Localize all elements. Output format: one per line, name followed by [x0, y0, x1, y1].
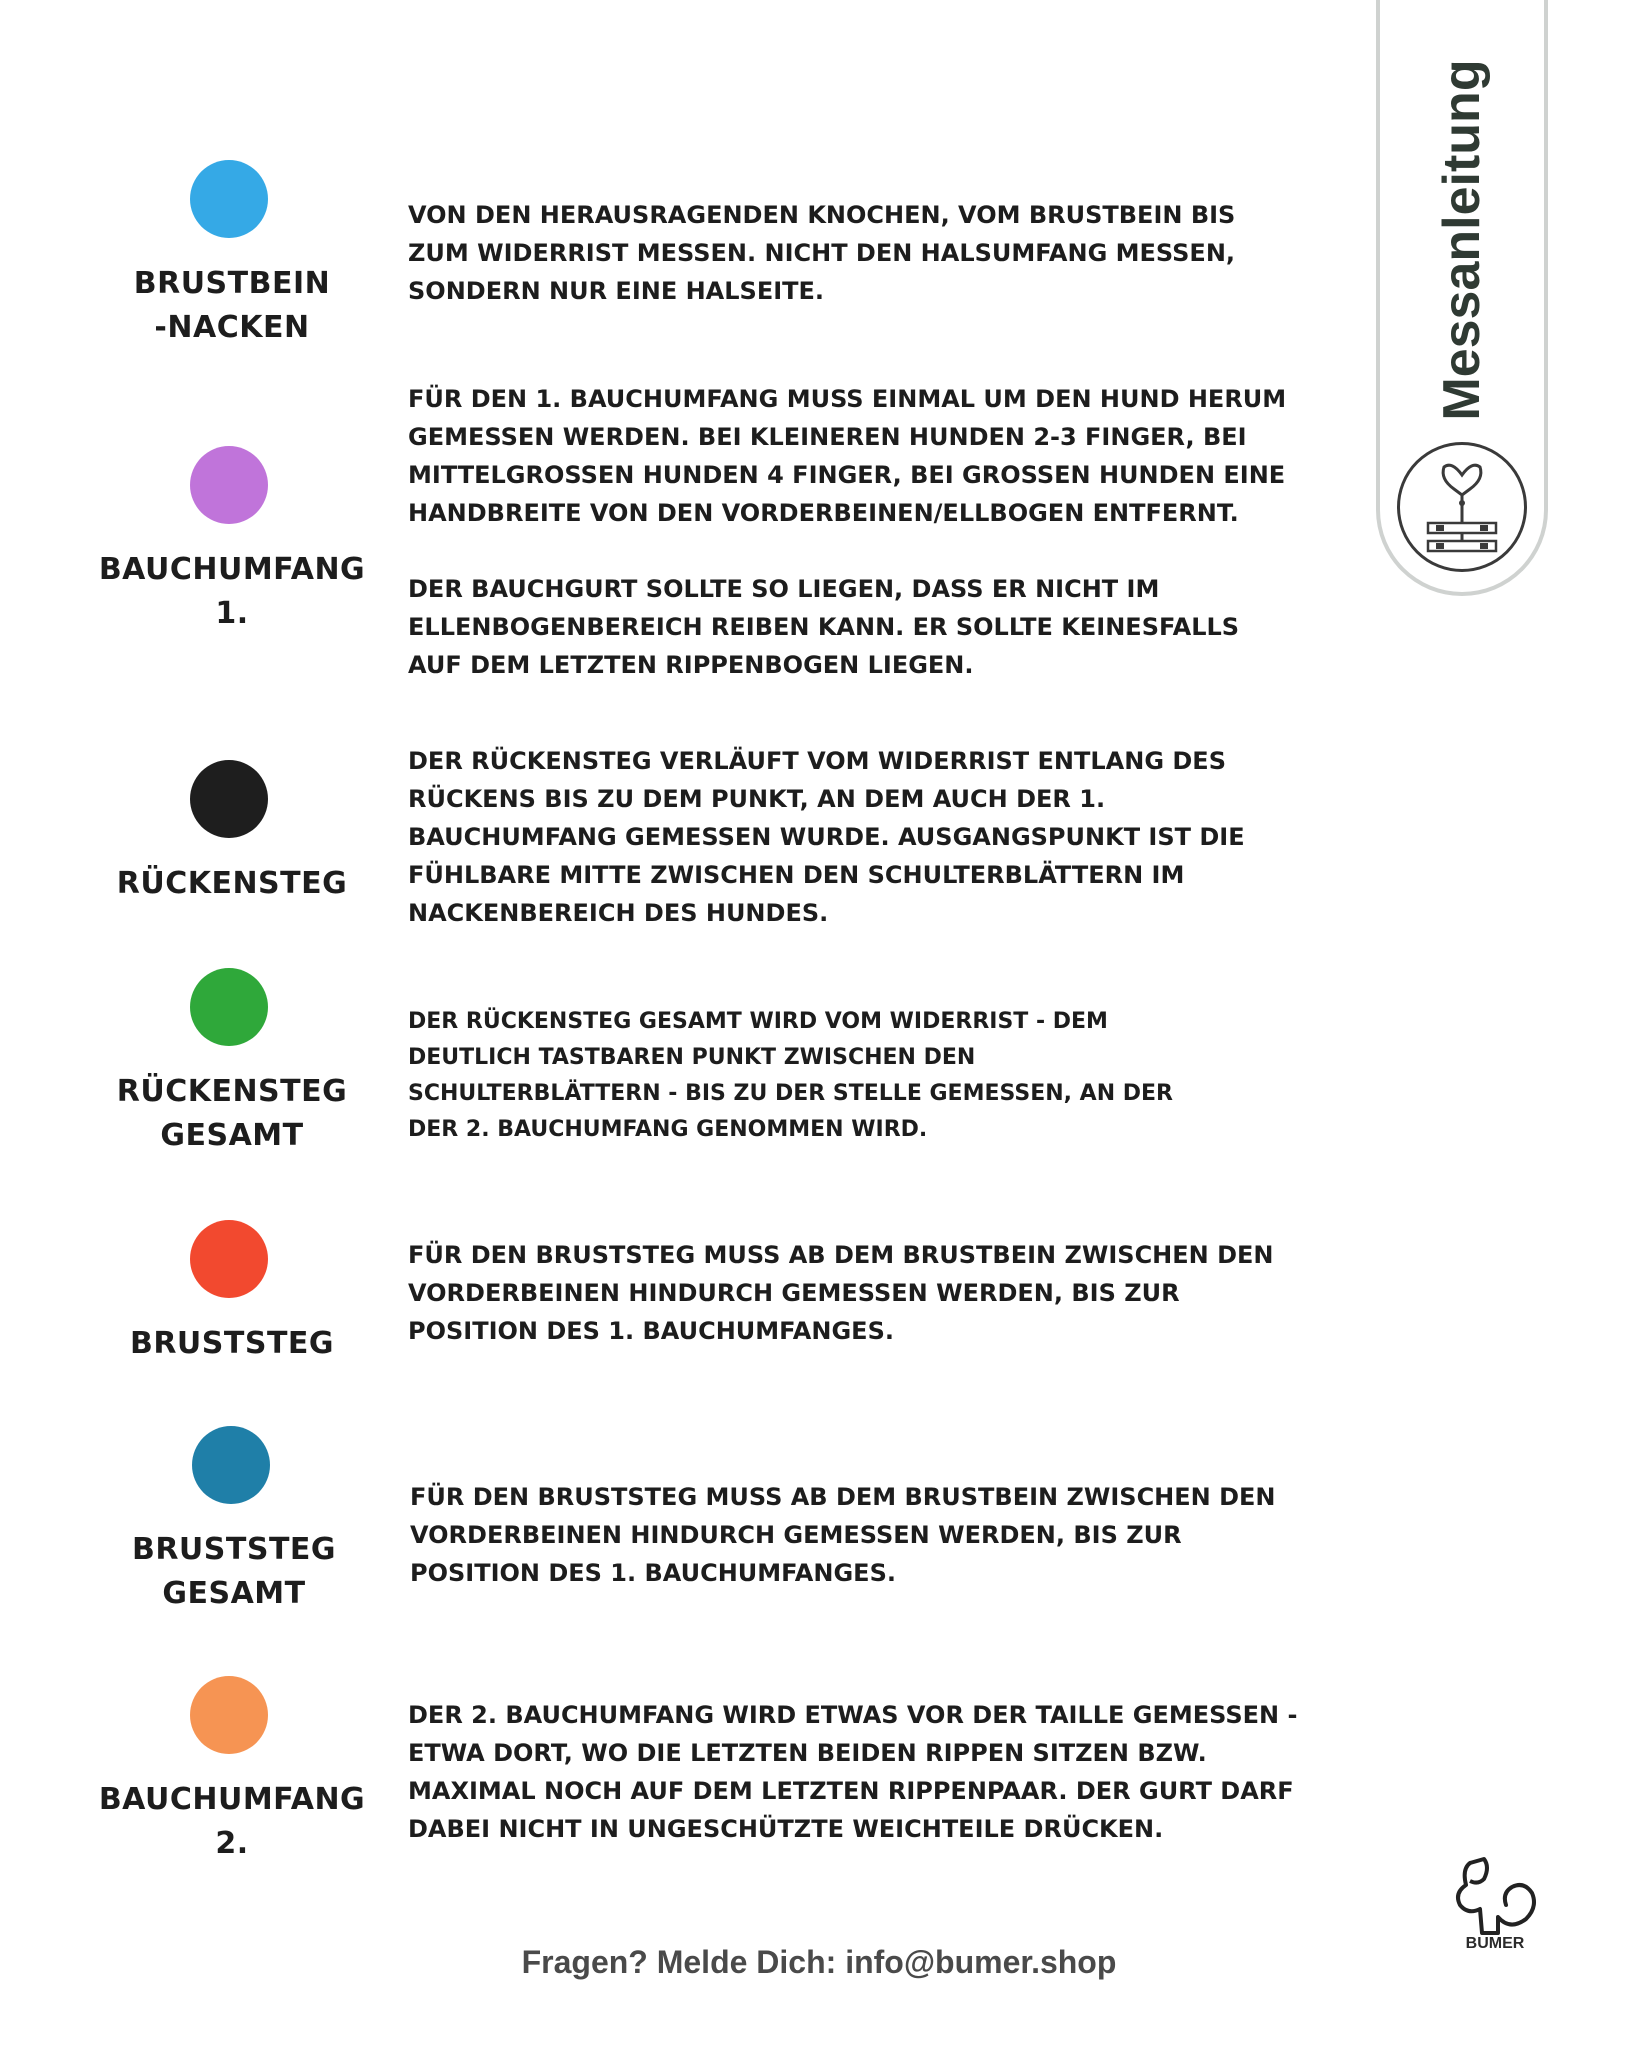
desc-rueckensteg: DER RÜCKENSTEG VERLÄUFT VOM WIDERRIST ENTLANG DES RÜCKENS BIS ZU DEM PUNKT, AN DEM AUCH DER 1. BAUCHUMFANG GEMESSEN WURDE. AUSGANGSPUNKT IST DIE FÜHLBARE MITTE ZWISCHEN DEN SCHULTERBLÄTTERN IM NACKENBEREICH DES HUNDES.: [408, 747, 1245, 927]
label-bruststeg: BRUSTSTEG: [129, 1326, 335, 1361]
desc-bauchumfang-1: FÜR DEN 1. BAUCHUMFANG MUSS EINMAL UM DEN HUND HERUM GEMESSEN WERDEN. BEI KLEINEREN HUNDEN 2-3 FINGER, BEI MITTELGROSSEN HUNDEN 4 FINGER, BEI GROSSEN HUNDEN EINE HANDBREITE VON DEN VORDERBEINEN/ELLBOGEN ENTFERNT. DER BAUCHGURT SOLLTE SO LIEGEN, DASS ER NICHT IM ELLENBOGENBEREICH REIBEN KANN. ER SOLLTE KEINESFALLS AUF DEM LETZTEN RIPPENBOGEN LIEGEN.: [408, 385, 1287, 679]
desc-bauchumfang-2: DER 2. BAUCHUMFANG WIRD ETWAS VOR DER TAILLE GEMESSEN - ETWA DORT, WO DIE LETZTEN BEIDEN RIPPEN SITZEN BZW. MAXIMAL NOCH AUF DEM LETZTEN RIPPENPAAR. DER GURT DARF DABEI NICHT IN UNGESCHÜTZTE WEICHTEILE DRÜCKEN.: [408, 1701, 1298, 1843]
label-bauchumfang-1: BAUCHUMFANG 1.: [98, 552, 366, 631]
harness-icon: [1397, 442, 1527, 572]
contact-footer: Fragen? Melde Dich: info@bumer.shop: [521, 1944, 1117, 1980]
label-brustbein-nacken: BRUSTBEIN -NACKEN: [133, 266, 331, 345]
label-rueckensteg-gesamt: RÜCKENSTEG GESAMT: [116, 1074, 348, 1153]
color-dot-green: [190, 968, 268, 1046]
desc-brustbein-nacken: VON DEN HERAUSRAGENDEN KNOCHEN, VOM BRUSTBEIN BIS ZUM WIDERRIST MESSEN. NICHT DEN HALSUMFANG MESSEN, SONDERN NUR EINE HALSEITE.: [408, 201, 1236, 305]
label-bauchumfang-2: BAUCHUMFANG 2.: [98, 1782, 366, 1861]
color-dot-blue: [190, 160, 268, 238]
color-dot-purple: [190, 446, 268, 524]
desc-bruststeg-gesamt: FÜR DEN BRUSTSTEG MUSS AB DEM BRUSTBEIN ZWISCHEN DEN VORDERBEINEN HINDURCH GEMESSEN WERDEN, BIS ZUR POSITION DES 1. BAUCHUMFANGES.: [410, 1483, 1276, 1587]
color-dot-black: [190, 760, 268, 838]
brand-name: BUMER: [1465, 1935, 1525, 1952]
color-dot-red: [190, 1220, 268, 1298]
desc-bruststeg: FÜR DEN BRUSTSTEG MUSS AB DEM BRUSTBEIN ZWISCHEN DEN VORDERBEINEN HINDURCH GEMESSEN WERDEN, BIS ZUR POSITION DES 1. BAUCHUMFANGES.: [408, 1241, 1274, 1345]
desc-rueckensteg-gesamt: DER RÜCKENSTEG GESAMT WIRD VOM WIDERRIST - DEM DEUTLICH TASTBAREN PUNKT ZWISCHEN DEN SCHULTERBLÄTTERN - BIS ZU DER STELLE GEMESSEN, AN DER DER 2. BAUCHUMFANG GENOMMEN WIRD.: [408, 1009, 1173, 1142]
color-dot-teal: [192, 1426, 270, 1504]
color-dot-orange: [190, 1676, 268, 1754]
label-bruststeg-gesamt: BRUSTSTEG GESAMT: [131, 1532, 337, 1611]
label-rueckensteg: RÜCKENSTEG: [116, 866, 348, 901]
page-title: Messanleitung: [1433, 59, 1491, 421]
